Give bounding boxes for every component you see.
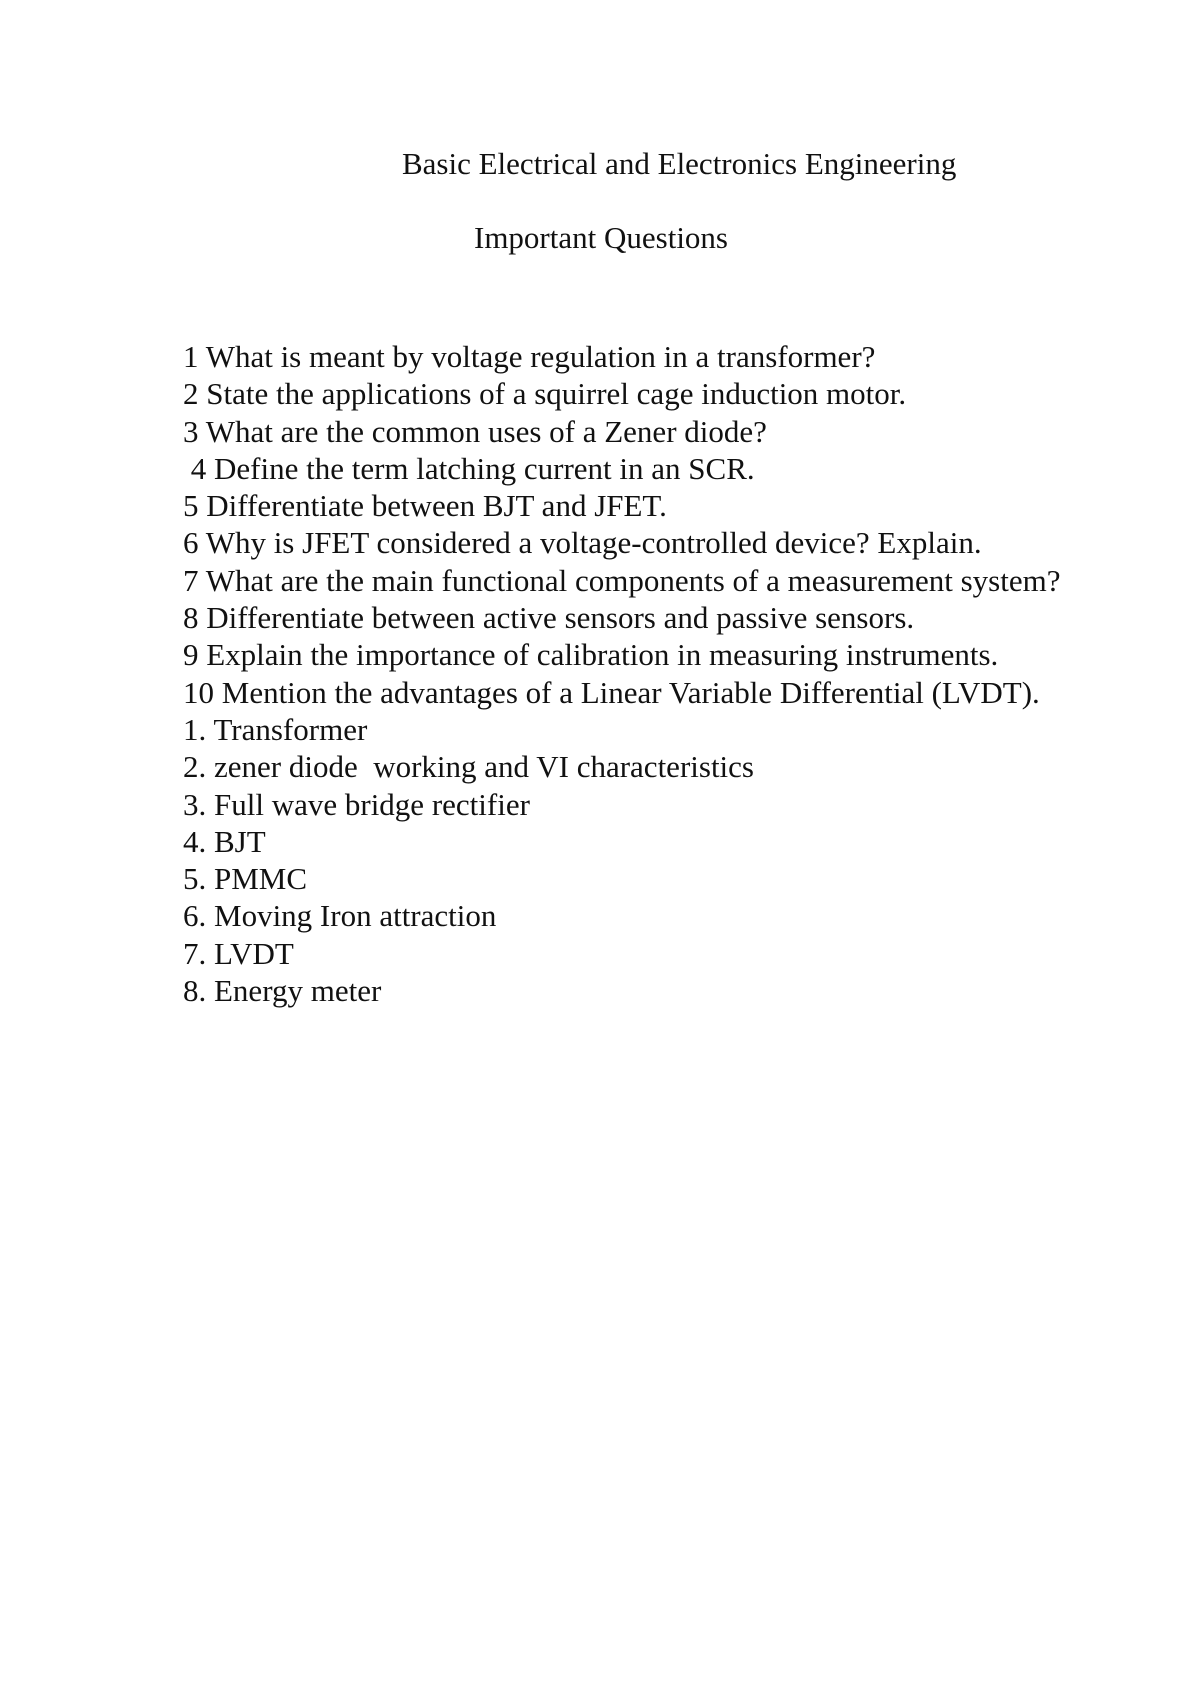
topic-item: 3. Full wave bridge rectifier [183,786,530,822]
questions-and-topics-list [183,338,1063,1009]
topic-item: 2. zener diode working and VI characteristics [183,749,754,785]
question-item: 2 State the applications of a squirrel cage induction motor. [183,376,907,412]
question-item: 10 Mention the advantages of a Linear Variable Differential (LVDT). [183,674,1040,710]
topic-item: 5. PMMC [183,861,308,897]
question-item: 4 Define the term latching current in an SCR. [183,450,755,486]
question-item: 6 Why is JFET considered a voltage-controlled device? Explain. [183,525,982,561]
topic-item: 8. Energy meter [183,973,382,1009]
document-title: Basic Electrical and Electronics Engineering [402,146,957,181]
question-item: 1 What is meant by voltage regulation in a transformer? [183,339,876,374]
question-item: 7 What are the main functional components of a measurement system? [183,562,1061,598]
document-subtitle: Important Questions [474,220,728,255]
question-item: 9 Explain the importance of calibration in measuring instruments. [183,637,999,673]
question-item: 8 Differentiate between active sensors and passive sensors. [183,600,915,636]
topic-item: 7. LVDT [183,935,294,971]
question-item: 5 Differentiate between BJT and JFET. [183,488,667,524]
topic-item: 4. BJT [183,823,266,859]
topic-item: 1. Transformer [183,711,368,747]
question-item: 3 What are the common uses of a Zener diode? [183,413,767,449]
topic-item: 6. Moving Iron attraction [183,898,497,934]
